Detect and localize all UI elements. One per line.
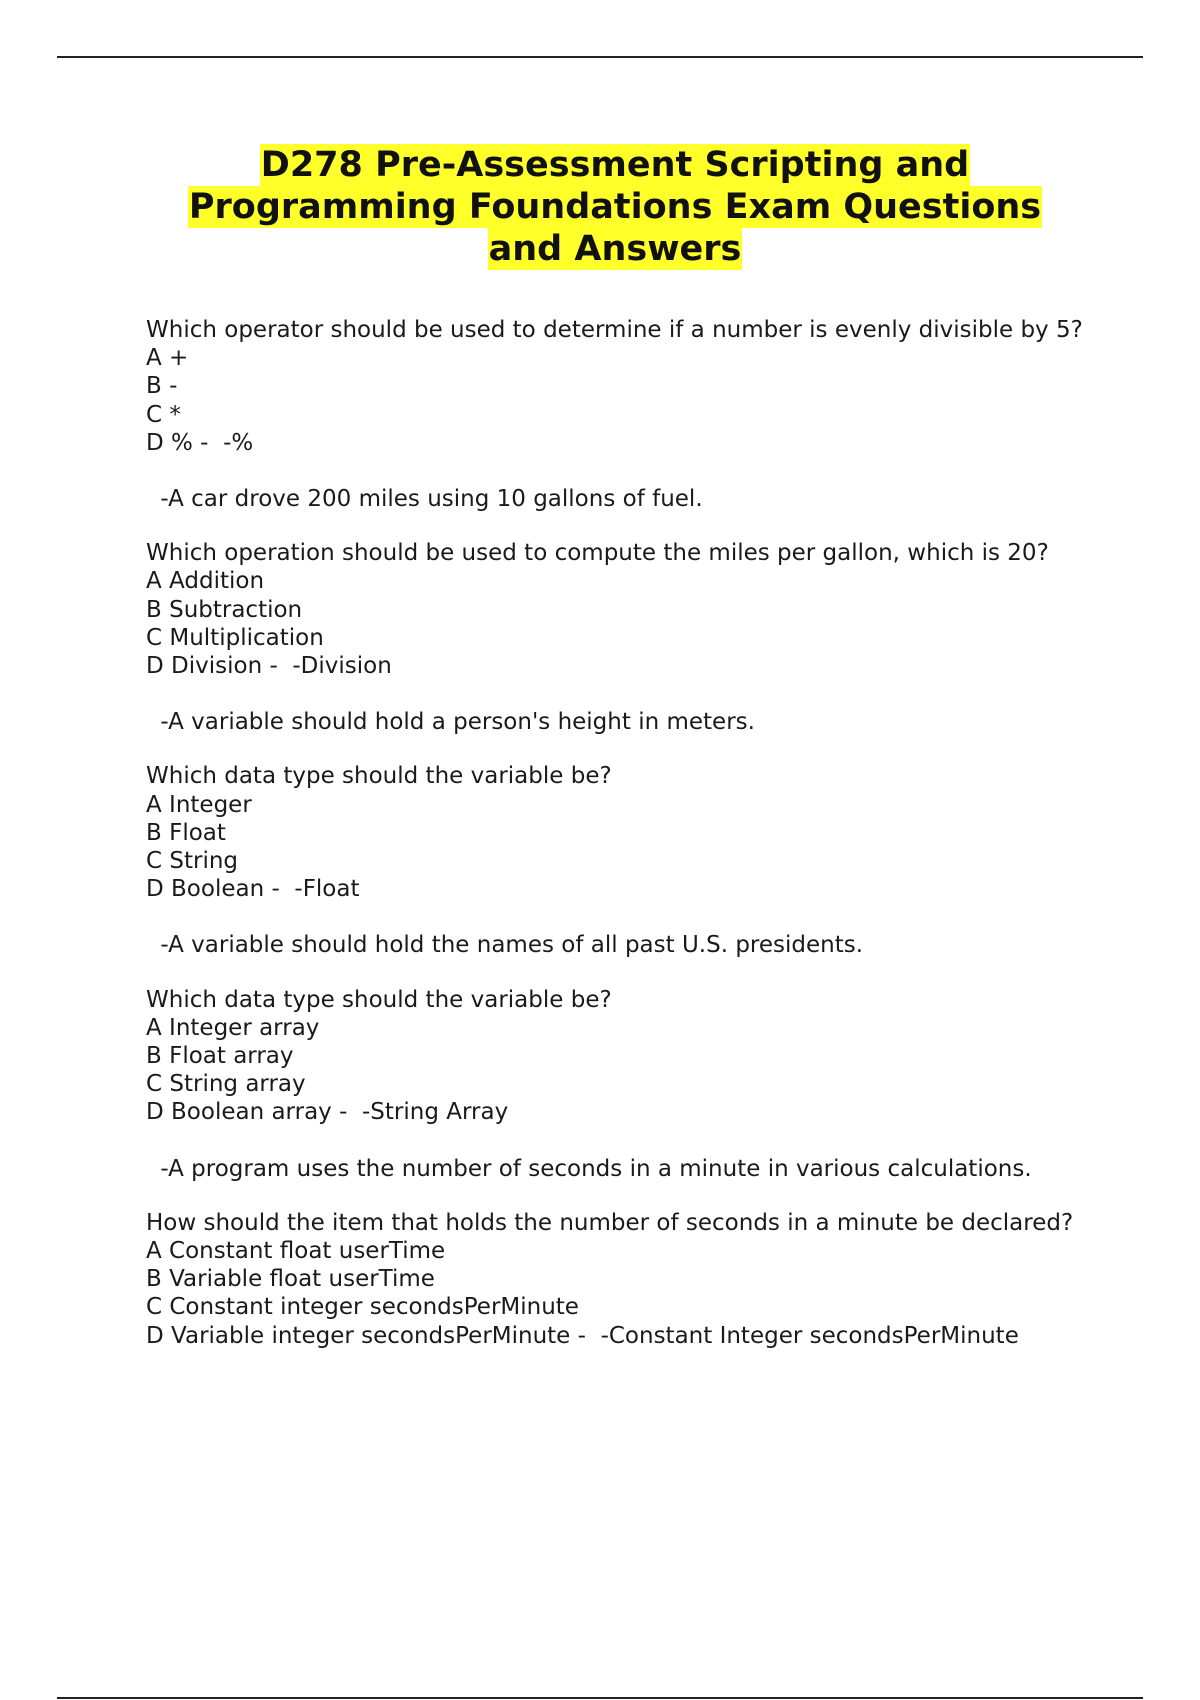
question-1 [146, 316, 1096, 457]
option-a: A Constant float userTime [146, 1238, 446, 1265]
title-line: D278 Pre-Assessment Scripting and [260, 145, 970, 185]
option-d-with-answer: D Boolean - -Float [146, 876, 360, 903]
option-c: C * [146, 401, 181, 428]
question-5 [146, 1209, 1096, 1350]
question-2-preface: -A car drove 200 miles using 10 gallons of fuel. [153, 486, 703, 513]
question-3 [146, 762, 1096, 903]
question-text: How should the item that holds the number of seconds in a minute be declared? [146, 1209, 1074, 1236]
option-a: A Integer array [146, 1014, 320, 1041]
title-line: Programming Foundations Exam Questions [188, 187, 1042, 227]
question-text: Which operator should be used to determine if a number is evenly divisible by 5? [146, 317, 1083, 343]
option-a: A Addition [146, 568, 265, 595]
option-d-with-answer: D Boolean array - -String Array [146, 1099, 509, 1126]
option-b: B Subtraction [146, 596, 303, 623]
option-a: A Integer [146, 791, 252, 818]
question-3-preface: -A variable should hold a person's height in meters. [153, 709, 755, 736]
question-2 [146, 539, 1096, 680]
question-text: Which operation should be used to compute the miles per gallon, which is 20? [146, 540, 1049, 567]
question-5-preface: -A program uses the number of seconds in a minute in various calculations. [153, 1155, 1032, 1182]
option-c: C Constant integer secondsPerMinute [146, 1294, 579, 1321]
option-d-with-answer: D Variable integer secondsPerMinute - -Constant Integer secondsPerMinute [146, 1322, 1019, 1349]
bottom-rule [57, 1697, 1143, 1699]
option-c: C Multiplication [146, 624, 324, 651]
question-4-preface: -A variable should hold the names of all past U.S. presidents. [153, 932, 864, 959]
top-rule [57, 56, 1143, 58]
option-b: B Float array [146, 1043, 294, 1070]
question-4 [146, 986, 1096, 1127]
option-d-with-answer: D % - -% [146, 429, 254, 456]
option-c: C String [146, 848, 239, 875]
option-b: B Variable float userTime [146, 1266, 435, 1293]
option-b: B - [146, 373, 178, 400]
questions-list [146, 316, 1096, 1378]
question-text: Which data type should the variable be? [146, 763, 612, 790]
option-c: C String array [146, 1071, 306, 1098]
title-line: and Answers [488, 229, 742, 269]
question-text: Which data type should the variable be? [146, 986, 612, 1013]
option-a: A + [146, 345, 189, 372]
option-d-with-answer: D Division - -Division [146, 653, 392, 680]
page-title [120, 144, 1110, 270]
option-b: B Float [146, 819, 226, 846]
